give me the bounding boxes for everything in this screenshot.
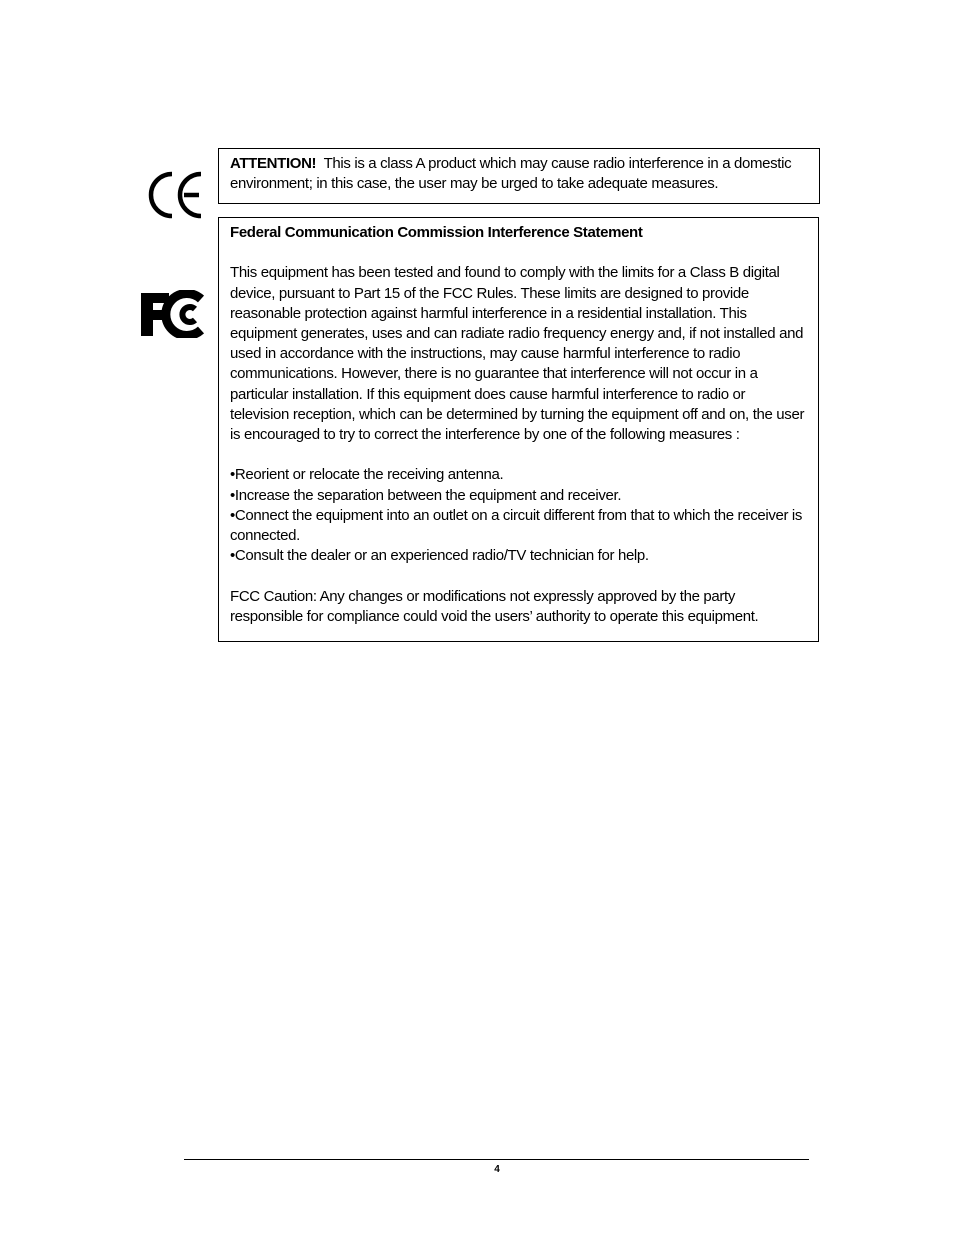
page-number: 4	[494, 1164, 500, 1175]
fcc-paragraph: This equipment has been tested and found to comply with the limits for a Class B digital device, pursuant to Part 15 of the FCC Rules. These limits are designed to provide reasonable protection against harmful interference in a residential installation. This equipment generates, uses and can radiate radio frequency energy and, if not installed and used in accordance with the instructions, may cause harmful interference to radio communications. However, there is no guarantee that interference will not occur in a particular installation. If this equipment does cause harmful interference to radio or television reception, which can be determined by turning the equipment off and on, the user is encouraged to try to correct the interference by one of the following measures :	[230, 264, 805, 444]
ce-mark-icon	[148, 170, 206, 220]
fcc-measure-3: •Connect the equipment into an outlet on a circuit different from that to which the receiver is connected.	[230, 506, 803, 545]
fcc-caution: FCC Caution: Any changes or modifications not expressly approved by the party responsible for compliance could void the users’ authority to operate this equipment.	[230, 587, 759, 625]
fcc-measure-4: •Consult the dealer or an experienced radio/TV technician for help.	[230, 547, 649, 565]
fcc-logo-icon	[139, 290, 205, 338]
attention-box	[218, 148, 820, 204]
fcc-statement-box	[218, 217, 819, 642]
fcc-heading: Federal Communication Commission Interference Statement	[230, 224, 643, 241]
attention-text	[230, 154, 809, 194]
attention-label: ATTENTION!	[230, 155, 317, 172]
fcc-measure-2: •Increase the separation between the equipment and receiver.	[230, 486, 622, 504]
footer-rule	[184, 1159, 809, 1160]
fcc-statement-text	[230, 223, 808, 627]
fcc-measure-1: •Reorient or relocate the receiving antenna.	[230, 466, 504, 484]
attention-body: This is a class A product which may cause radio interference in a domestic environment; in this case, the user may be urged to take adequate measures.	[230, 155, 792, 193]
